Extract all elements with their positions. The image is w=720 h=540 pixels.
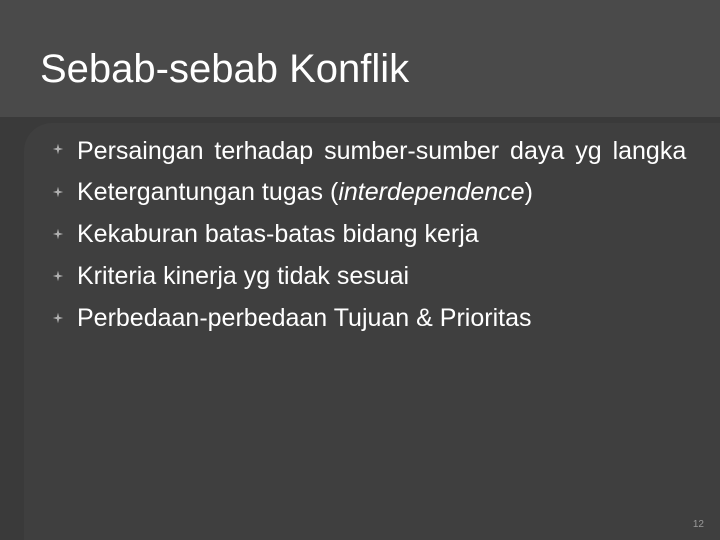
bullet-text: Kriteria kinerja yg tidak sesuai — [77, 262, 410, 290]
bullet-text: Kekaburan batas-batas bidang kerja — [77, 220, 479, 248]
bullet-item — [52, 297, 692, 339]
bullet-text-italic: interdependence — [338, 178, 525, 206]
star-bullet-icon — [52, 312, 64, 324]
star-bullet-icon — [52, 228, 64, 240]
star-bullet-icon — [52, 186, 64, 198]
bullet-item — [52, 131, 692, 171]
bullet-item — [52, 171, 692, 213]
bullet-item — [52, 213, 692, 255]
star-bullet-icon — [52, 143, 64, 155]
bullet-text-end: ) — [524, 178, 533, 206]
bullet-text: Persaingan terhadap sumber-sumber daya yg langka — [77, 137, 687, 165]
bullet-list — [52, 131, 692, 339]
bullet-text — [77, 178, 533, 206]
bullet-text-start: Ketergantungan tugas ( — [77, 178, 339, 206]
bullet-text: Perbedaan-perbedaan Tujuan & Prioritas — [77, 304, 532, 332]
slide-title: Sebab-sebab Konflik — [40, 47, 410, 91]
slide-number: 12 — [692, 519, 704, 530]
star-bullet-icon — [52, 270, 64, 282]
bullet-item — [52, 255, 692, 297]
